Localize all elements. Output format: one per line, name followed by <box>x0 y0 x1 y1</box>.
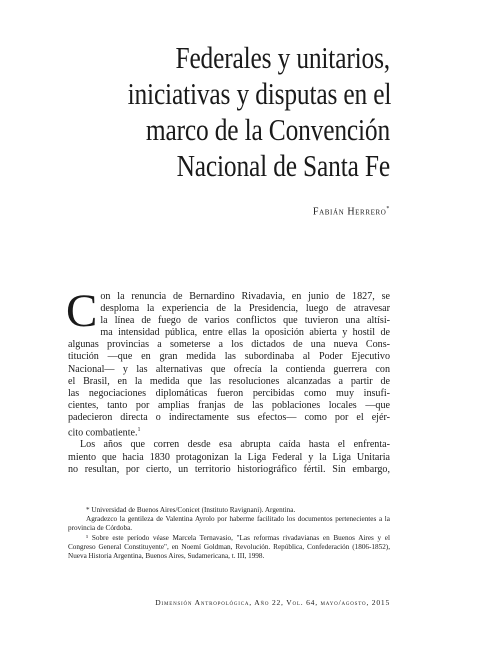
body-line: padecieron directa o indirectamente sus efectos— como por el ejér- <box>68 411 390 423</box>
footnote-affiliation: * Universidad de Buenos Aires/Conicet (Instituto Ravignani). Argentina. <box>86 506 296 514</box>
body-line: cito combatiente. <box>68 427 138 439</box>
footnote-ref[interactable]: 1 <box>137 427 141 434</box>
author-footnote-marker: * <box>386 206 390 212</box>
author-byline <box>313 206 390 217</box>
body-line: cientes, tanto por amplias franjas de las poblaciones locales —que <box>68 399 390 411</box>
body-line: Los años que corren desde esa abrupta caída hasta el enfrenta- <box>80 439 390 451</box>
footnotes <box>68 506 390 561</box>
body-line: algunas provincias a someterse a los dictados de una nueva Cons- <box>68 339 390 351</box>
footnote-1: ¹ Sobre este período véase Marcela Ternavasio, "Las reformas rivadavianas en Buenos Aires y el Congreso General Constituyente", en Noemí Goldman, Revolución. República, Confederación (1806-1852), Nueva Historia Argentina, Buenos Aires, Sudamericana, t. III, 1998. <box>68 533 390 561</box>
title-line: Federales y unitarios, <box>175 40 390 75</box>
body-line: on la renuncia de Bernardino Rivadavia, en junio de 1827, se <box>100 291 390 302</box>
body-line: miento que hacia 1830 protagonizan la Liga Federal y la Liga Unitaria <box>68 451 390 463</box>
title-line: iniciativas y disputas en el <box>127 76 392 111</box>
paragraph-2 <box>68 439 390 475</box>
title-line: marco de la Convención <box>145 112 390 147</box>
body-line: titución —que en gran medida las subordinaba al Poder Ejecutivo <box>68 351 390 363</box>
drop-cap: C <box>66 285 98 337</box>
title-line: Nacional de Santa Fe <box>176 148 390 183</box>
running-footer: Dimensión Antropológica, Año 22, Vol. 64, mayo/agosto, 2015 <box>155 598 390 607</box>
body-line-last <box>68 424 390 439</box>
body-line: la línea de fuego de varios conflictos que tuvieron una altísi- <box>100 315 390 327</box>
author-name: Fabián Herrero <box>312 206 387 218</box>
body-line: Nacional— y las alternativas que ofrecía la contienda guerrera con <box>68 363 390 375</box>
body-line: no resultan, por cierto, un territorio historiográfico fértil. Sin embargo, <box>68 463 390 475</box>
body-line: desploma la experiencia de la Presidencia, luego de atravesar <box>100 303 390 315</box>
body-line: las negociaciones diplomáticas fueron percibidas como muy insufi- <box>68 387 390 399</box>
body-line: ma intensidad pública, entre ellas la oposición abierta y hostil de <box>100 327 390 339</box>
article-body <box>66 285 390 476</box>
paragraph-1 <box>66 285 390 439</box>
article-title <box>128 40 390 184</box>
body-line: el Brasil, en la medida que las resoluciones alcanzadas a partir de <box>68 375 390 387</box>
footnote-acknowledgement: Agradezco la gentileza de Valentina Ayrolo por haberme facilitado los documentos pertenecientes a la provincia de Córdoba. <box>68 515 390 533</box>
